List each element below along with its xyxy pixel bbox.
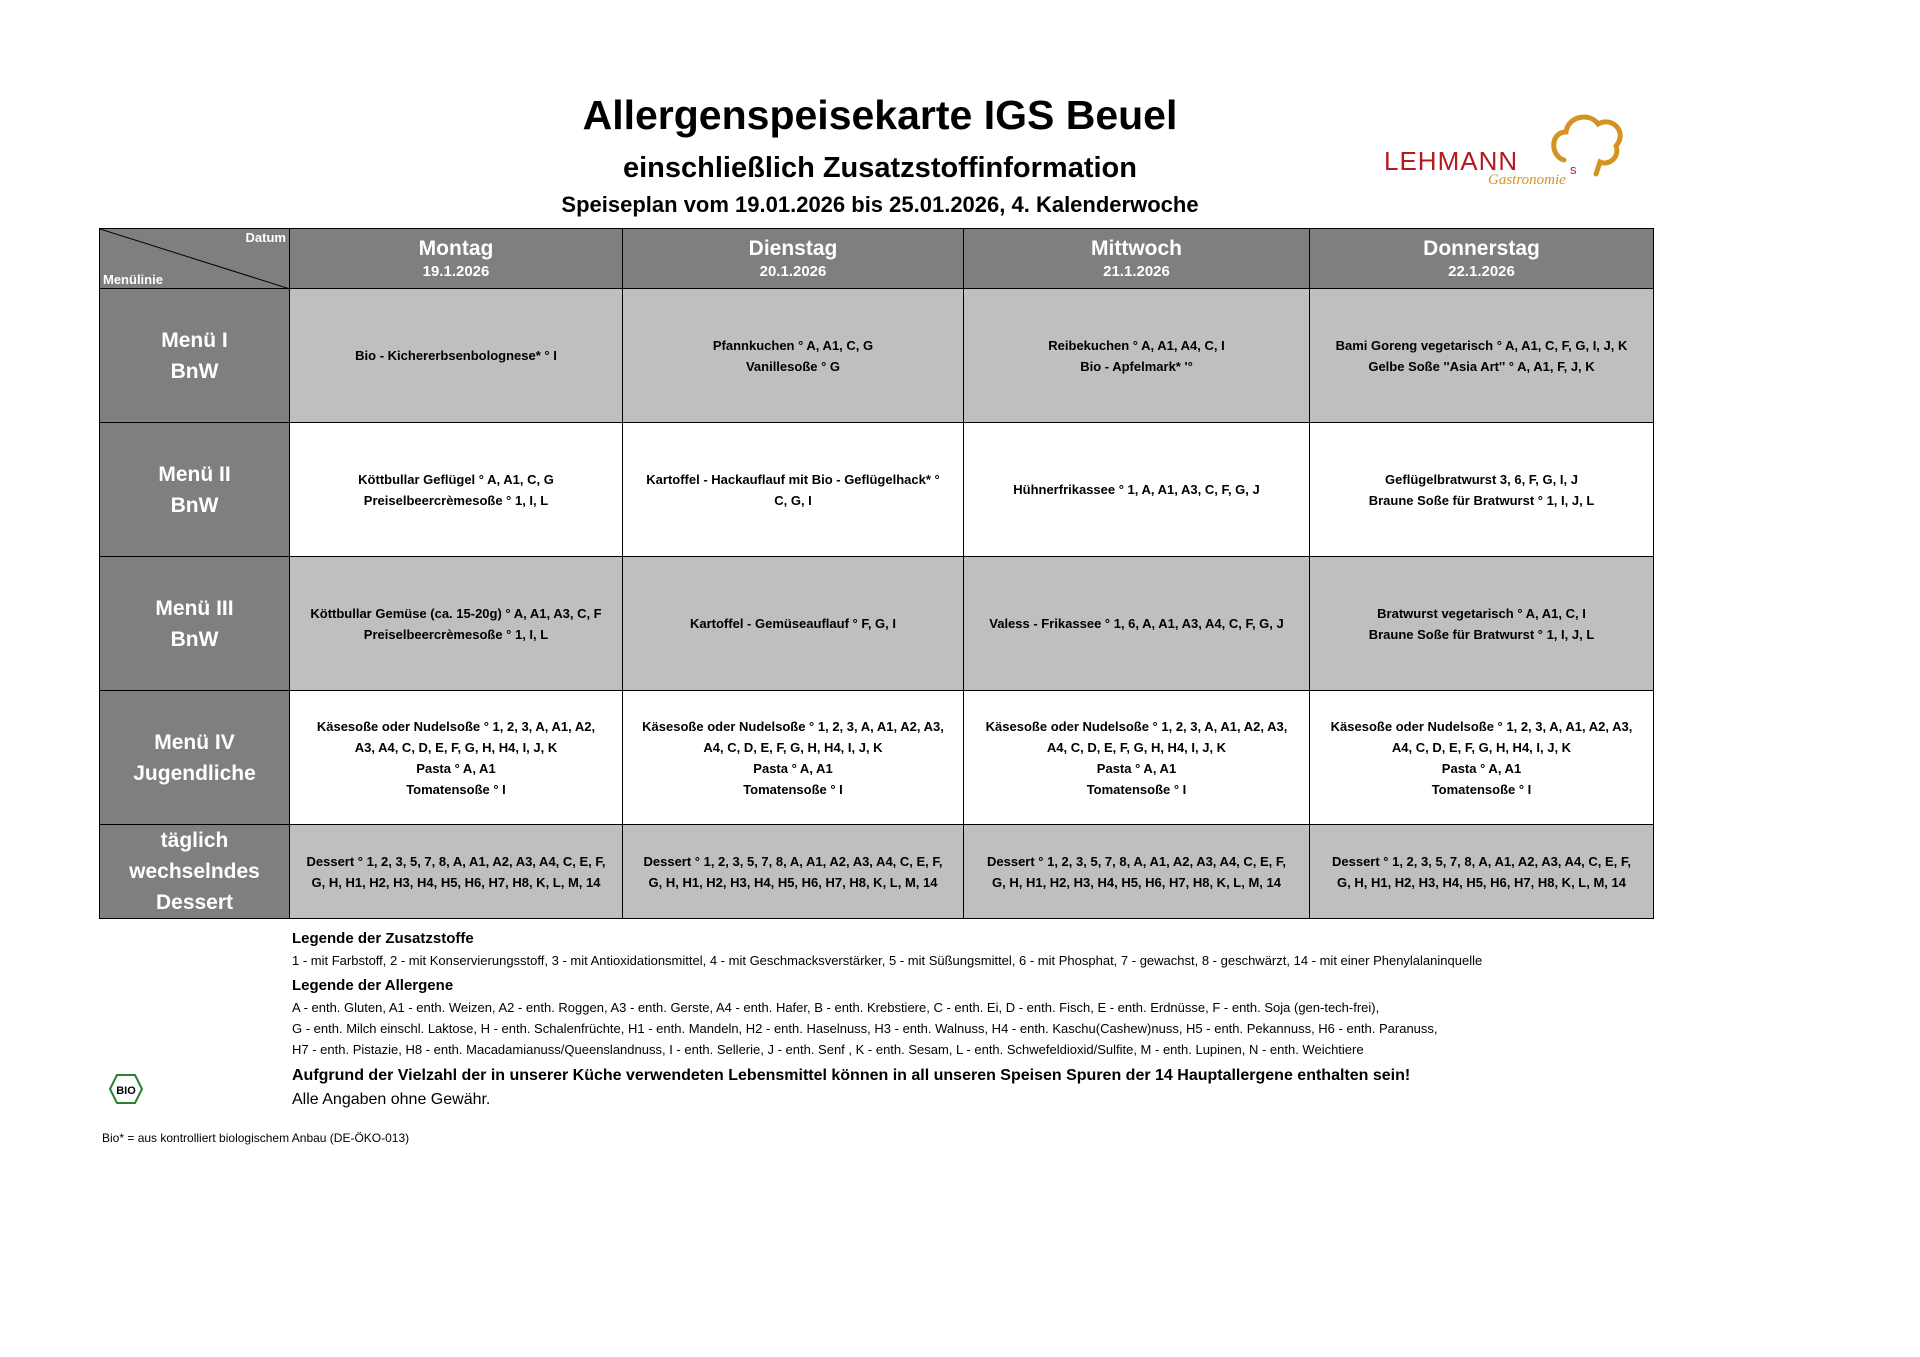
day-date: 19.1.2026 [422,262,490,280]
dish-cell [964,289,1310,423]
dish-line: Pfannkuchen ° A, A1, C, G [712,337,874,353]
dish-line: A4, C, D, E, F, G, H, H4, I, J, K [703,739,883,755]
menu-line-label [100,691,290,825]
dish-line: A4, C, D, E, F, G, H, H4, I, J, K [1391,739,1572,755]
dish-cell [290,691,623,825]
additives-heading: Legende der Zusatzstoffe [292,930,474,947]
company-logo [1384,110,1644,190]
dish-line: Bratwurst vegetarisch ° A, A1, C, I [1377,605,1586,621]
menu-line-name: Menü IV [154,730,235,754]
dish-line: Pasta ° A, A1 [753,760,833,776]
menu-line-name: Menü I [161,328,228,352]
menu-line-label [100,289,290,423]
corner-menu-label: Menülinie [103,272,163,287]
dish-cell [1310,289,1654,423]
day-date: 20.1.2026 [759,262,827,280]
dish-line: Käsesoße oder Nudelsoße ° 1, 2, 3, A, A1, A2, A3, [985,718,1288,734]
logo-brand: LEHMANN [1384,146,1519,176]
menu-table [99,228,1654,919]
day-name: Dienstag [748,236,838,260]
menu-line-sub: Jugendliche [133,761,256,785]
chef-hat-icon [1546,110,1626,180]
dish-cell [290,557,623,691]
day-header [1310,229,1654,289]
menu-line-name: Menü III [155,596,234,620]
dish-line: Braune Soße für Bratwurst ° 1, I, J, L [1368,492,1595,508]
bio-footnote: Bio* = aus kontrolliert biologischem Anbau (DE-ÖKO-013) [102,1131,410,1145]
dish-cell [1310,691,1654,825]
dish-line: Kartoffel - Gemüseauflauf ° F, G, I [689,616,896,631]
dish-line: Tomatensoße ° I [1086,781,1187,797]
logo-subtitle: Gastronomie [1488,172,1566,188]
menu-line-label [100,423,290,557]
dish-line: G, H, H1, H2, H3, H4, H5, H6, H7, H8, K, L, M, 14 [992,874,1281,890]
day-header [290,229,623,289]
dish-line: Tomatensoße ° I [406,781,506,797]
bio-seal-icon [104,1072,148,1111]
allergens-legend-line: H7 - enth. Pistazie, H8 - enth. Macadamianuss/Queenslandnuss, I - enth. Sellerie, J - enth. Senf , K - enth. Sesam, L - enth. Schwefeldioxid/Sulfite, M - enth. Lupinen, N - enth. Weichtiere [292,1042,1364,1057]
dish-line: Braune Soße für Bratwurst ° 1, I, J, L [1368,626,1595,642]
dish-cell [290,289,623,423]
dish-line: A3, A4, C, D, E, F, G, H, H4, I, J, K [354,739,558,755]
table-row [100,289,1654,423]
page-title: Allergenspeisekarte IGS Beuel [582,92,1178,138]
allergen-warning: Aufgrund der Vielzahl der in unserer Küche verwendeten Lebensmittel können in all unseren Speisen Spuren der 14 Hauptallergene enthalten sein! [292,1067,1411,1084]
dish-line: Käsesoße oder Nudelsoße ° 1, 2, 3, A, A1, A2, A3, [1330,718,1633,734]
dish-line: Dessert ° 1, 2, 3, 5, 7, 8, A, A1, A2, A3, A4, C, E, F, [986,853,1287,869]
dish-line: Bio - Apfelmark* '° [1080,358,1193,374]
dish-line: Valess - Frikassee ° 1, 6, A, A1, A3, A4, C, F, G, J [989,616,1284,631]
day-name: Montag [418,236,494,260]
additives-legend: 1 - mit Farbstoff, 2 - mit Konservierungsstoff, 3 - mit Antioxidationsmittel, 4 - mit Geschmacksverstärker, 5 - mit Süßungsmittel, 6 - mit Phosphat, 7 - gewachst, 8 - geschwärzt, 14 - mit einer Phenylalaninquelle [292,953,1483,968]
dish-line: Preiselbeercrèmesoße ° 1, I, L [363,626,549,642]
dish-line: Käsesoße oder Nudelsoße ° 1, 2, 3, A, A1, A2, A3, [642,718,944,734]
disclaimer: Alle Angaben ohne Gewähr. [292,1091,491,1108]
allergens-legend-line: G - enth. Milch einschl. Laktose, H - enth. Schalenfrüchte, H1 - enth. Mandeln, H2 - enth. Haselnuss, H3 - enth. Walnuss, H4 - enth. Kaschu(Cashew)nuss, H5 - enth. Pekannuss, H6 - enth. Paranuss, [292,1021,1438,1036]
dish-cell [1310,423,1654,557]
dish-line: C, G, I [774,492,812,508]
dish-line: Vanillesoße ° G [745,358,841,374]
dish-line: Dessert ° 1, 2, 3, 5, 7, 8, A, A1, A2, A3, A4, C, E, F, [643,853,943,869]
dish-line: G, H, H1, H2, H3, H4, H5, H6, H7, H8, K, L, M, 14 [311,874,601,890]
dish-cell [964,825,1310,919]
menu-line-sub: BnW [170,359,219,383]
dish-cell [1310,557,1654,691]
dish-line: Dessert ° 1, 2, 3, 5, 7, 8, A, A1, A2, A3, A4, C, E, F, [306,853,606,869]
dish-cell [964,691,1310,825]
dish-line: Bio - Kichererbsenbolognese* ° I [355,348,557,363]
dish-cell [290,825,623,919]
dish-line: G, H, H1, H2, H3, H4, H5, H6, H7, H8, K, L, M, 14 [648,874,938,890]
period-line: Speiseplan vom 19.01.2026 bis 25.01.2026, 4. Kalenderwoche [561,192,1199,217]
dish-cell [290,423,623,557]
menu-line-name: täglich [160,829,229,852]
dish-line: Geflügelbratwurst 3, 6, F, G, I, J [1385,471,1578,487]
day-name: Mittwoch [1091,236,1182,260]
allergens-heading: Legende der Allergene [292,977,454,994]
day-name: Donnerstag [1423,236,1540,260]
menu-line-sub: BnW [170,627,219,651]
day-date: 22.1.2026 [1448,262,1515,280]
dish-line: Köttbullar Geflügel ° A, A1, C, G [358,471,554,487]
dish-line: Pasta ° A, A1 [416,760,496,776]
dish-cell [964,423,1310,557]
table-row [100,825,1654,919]
dish-line: Dessert ° 1, 2, 3, 5, 7, 8, A, A1, A2, A3, A4, C, E, F, [1331,853,1632,869]
dish-line: Preiselbeercrèmesoße ° 1, I, L [363,492,549,508]
logo-brand-suffix: s [1570,162,1577,177]
dish-line: Käsesoße oder Nudelsoße ° 1, 2, 3, A, A1, A2, [316,718,596,734]
dish-cell [1310,825,1654,919]
dish-line: Pasta ° A, A1 [1096,760,1177,776]
dish-cell [623,691,964,825]
dish-cell [623,557,964,691]
dish-line: Tomatensoße ° I [743,781,843,797]
table-header-row [100,229,1654,289]
dish-cell [623,423,964,557]
dish-line: Pasta ° A, A1 [1441,760,1522,776]
table-row [100,423,1654,557]
page-subtitle: einschließlich Zusatzstoffinformation [623,152,1137,184]
menu-line-sub: Dessert [155,891,234,914]
allergens-legend-line: A - enth. Gluten, A1 - enth. Weizen, A2 - enth. Roggen, A3 - enth. Gerste, A4 - enth. Hafer, B - enth. Krebstiere, C - enth. Ei, D - enth. Fisch, E - enth. Erdnüsse, F - enth. Soja (gen-tech-frei), [292,1000,1380,1015]
dish-line: Gelbe Soße ''Asia Art'' ° A, A1, F, J, K [1368,358,1595,374]
dish-line: G, H, H1, H2, H3, H4, H5, H6, H7, H8, K, L, M, 14 [1337,874,1626,890]
menu-line-label [100,825,290,919]
table-row [100,557,1654,691]
table-row [100,691,1654,825]
dish-line: Kartoffel - Hackauflauf mit Bio - Geflügelhack* ° [646,471,940,487]
day-date: 21.1.2026 [1103,262,1170,280]
corner-date-label: Datum [245,230,286,245]
day-header [964,229,1310,289]
dish-cell [623,289,964,423]
menu-line-name: Menü II [158,462,231,486]
dish-cell [623,825,964,919]
dish-line: Köttbullar Gemüse (ca. 15-20g) ° A, A1, A3, C, F [310,605,602,621]
dish-line: Hühnerfrikassee ° 1, A, A1, A3, C, F, G, J [1013,482,1260,497]
corner-cell [100,229,290,289]
menu-line-sub: BnW [170,493,219,517]
dish-line: A4, C, D, E, F, G, H, H4, I, J, K [1046,739,1227,755]
day-header [623,229,964,289]
dish-line: Bami Goreng vegetarisch ° A, A1, C, F, G, I, J, K [1335,337,1628,353]
dish-cell [964,557,1310,691]
bio-seal-text: BIO [116,1085,136,1097]
dish-line: Tomatensoße ° I [1431,781,1532,797]
dish-line: Reibekuchen ° A, A1, A4, C, I [1048,337,1225,353]
menu-line-label [100,557,290,691]
menu-line-sub: wechselndes [129,860,260,883]
